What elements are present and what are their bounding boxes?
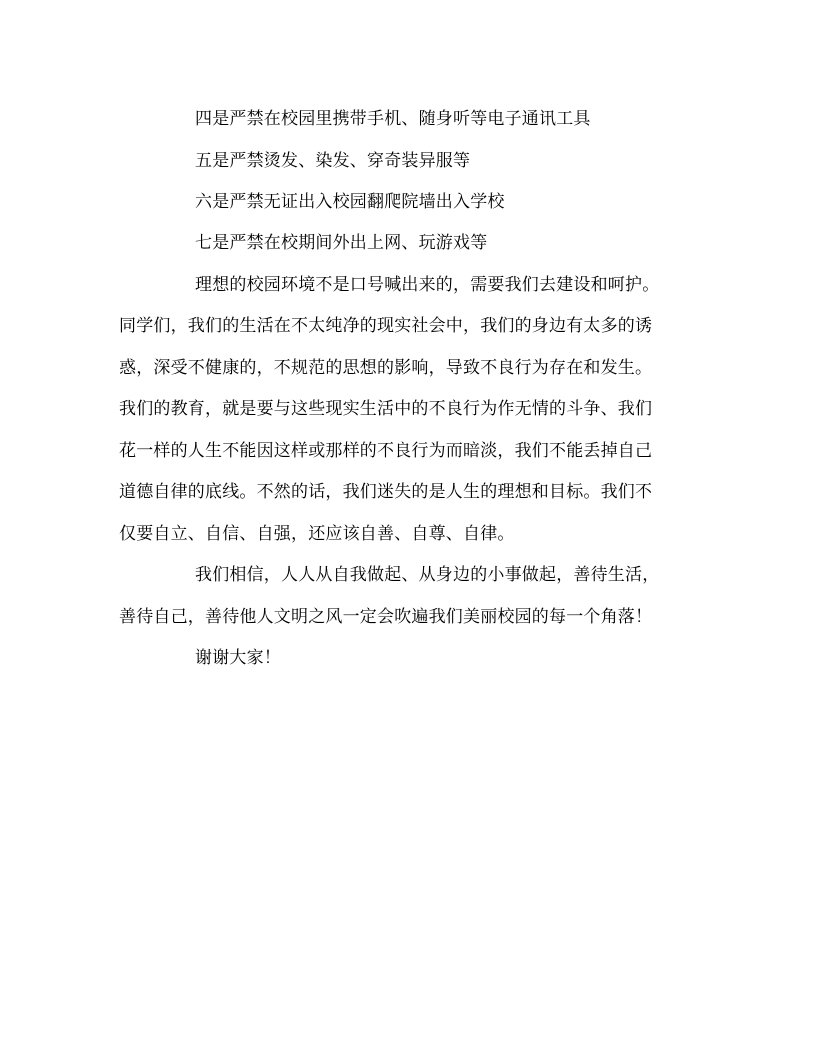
paragraph-line: 善待自己，善待他人文明之风一定会吹遍我们美丽校园的每一个角落！	[119, 607, 653, 627]
rule-line: 四是严禁在校园里携带手机、随身听等电子通讯工具	[195, 109, 591, 129]
paragraph-line: 花一样的人生不能因这样或那样的不良行为而暗淡，我们不能丢掉自己	[119, 441, 653, 461]
rule-line: 六是严禁无证出入校园翻爬院墙出入学校	[195, 192, 505, 212]
paragraph-line: 我们的教育，就是要与这些现实生活中的不良行为作无情的斗争、我们	[119, 399, 653, 419]
paragraph-line: 理想的校园环境不是口号喊出来的，需要我们去建设和呵护。	[195, 275, 660, 295]
rule-line: 五是严禁烫发、染发、穿奇装异服等	[195, 151, 471, 171]
rule-line: 七是严禁在校期间外出上网、玩游戏等	[195, 233, 488, 253]
paragraph-line: 我们相信，人人从自我做起、从身边的小事做起，善待生活，	[195, 565, 660, 585]
paragraph-line: 道德自律的底线。不然的话，我们迷失的是人生的理想和目标。我们不	[119, 482, 653, 502]
paragraph-line: 仅要自立、自信、自强，还应该自善、自尊、自律。	[119, 524, 515, 544]
paragraph-line: 惑，深受不健康的，不规范的思想的影响，导致不良行为存在和发生。	[119, 358, 653, 378]
closing-line: 谢谢大家！	[195, 648, 281, 668]
paragraph-line: 同学们，我们的生活在不太纯净的现实社会中，我们的身边有太多的诱	[119, 316, 653, 336]
